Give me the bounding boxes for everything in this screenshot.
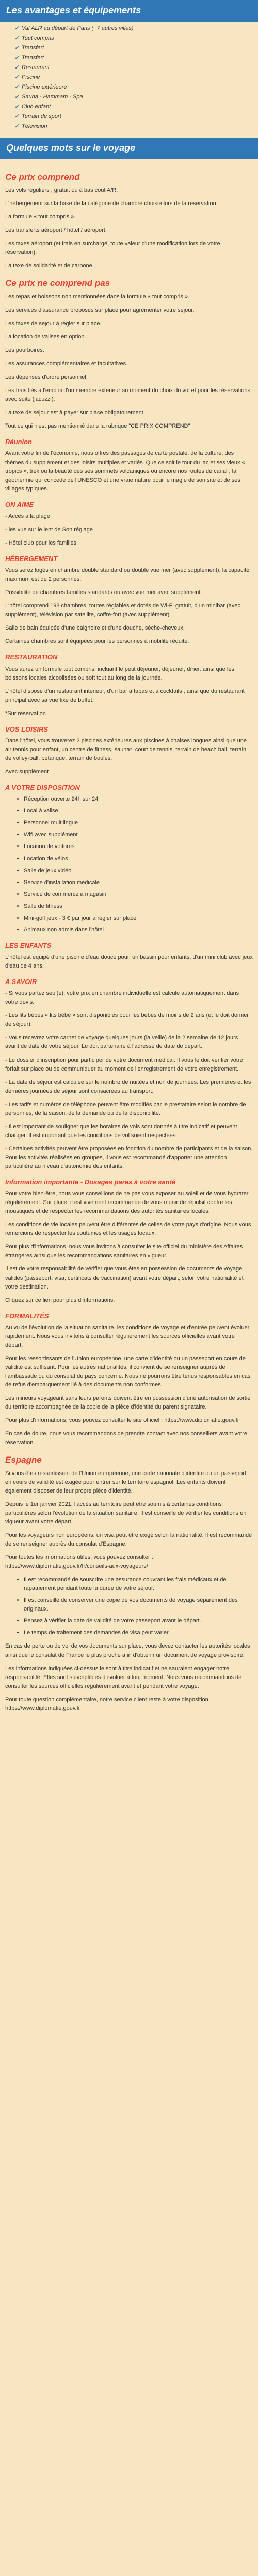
- section-paragraph: Tout ce qui n'est pas mentionné dans la rubrique "CE PRIX COMPREND": [5, 423, 190, 430]
- section-list: [24, 1575, 253, 1637]
- section-paragraph: La formule « tout compris ».: [5, 214, 76, 221]
- perk-item: ✓ Télévision: [14, 122, 258, 131]
- perk-item: ✓ Club enfant: [14, 102, 258, 112]
- section-heading: A VOTRE DISPOSITION: [5, 784, 80, 792]
- list-item: • Réception ouverte 24h sur 24: [24, 795, 253, 804]
- section-paragraph: Les taxes aéroport (et frais en surchargé, toute valeur d'une modification lors de votre réservation).: [5, 241, 220, 256]
- section-paragraph: Les mineurs voyageant sans leurs parents doivent être en possession d'une autorisation de sortie du territoire accompagnée de la copie de la pièce d'identité du parent signataire.: [5, 1395, 251, 1411]
- section-paragraph: Pour toute question complémentaire, notre service client reste à votre disposition : https://www.diplomatie.gouv.fr: [5, 1696, 212, 1711]
- section-paragraph: Vous serez logés en chambre double standard ou double vue mer (avec supplément), la capacité maximum est de 2 personnes.: [5, 567, 250, 583]
- section-paragraph: En cas de perte ou de vol de vos documents sur place, vous devez contacter les autorités locales ainsi que le consulat de France le plus proche afin d'obtenir un document de voyage provisoire.: [5, 1643, 250, 1658]
- section-heading: LES ENFANTS: [5, 941, 52, 950]
- section-paragraph: Au vu de l'évolution de la situation sanitaire, les conditions de voyage et d'entrée peuvent évoluer rapidement. Nous vous invitons à consulter régulièrement les sources officielles avant votre départ.: [5, 1324, 250, 1348]
- section-list: [24, 795, 253, 935]
- section-paragraph: *Sur réservation: [5, 710, 46, 717]
- section-paragraph: Les taxes de séjour à régler sur place.: [5, 320, 102, 327]
- list-item: • Mini-golf jeux - 3 € par jour à régler sur place: [24, 914, 253, 923]
- list-item: • Animaux non admis dans l'hôtel: [24, 926, 253, 935]
- section-paragraph: Pour les voyageurs non européens, un visa peut être exigé selon la nationalité. Il est recommandé de se renseigner auprès du consulat d'Espagne.: [5, 1532, 252, 1548]
- section-paragraph: Cliquez sur ce lien pour plus d'informations.: [5, 1297, 115, 1303]
- section-paragraph: - Accès à la plage: [5, 513, 50, 519]
- section-heading: ON AIME: [5, 500, 34, 509]
- section-paragraph: La location de valises en option.: [5, 333, 86, 340]
- section-heading: Ce prix comprend: [5, 172, 80, 182]
- section-paragraph: L'hôtel dispose d'un restaurant intérieur, d'un bar à tapas et à cocktails ; ainsi que du restaurant principal avec sa vue fixe de buffet.: [5, 688, 245, 703]
- section-paragraph: - Certaines activités peuvent être proposées en fonction du nombre de participants et de la saison. Pour les activités réalisées en groupes, il vous est recommandé d'apporter une attention particulière au niveau d'autonomie des enfants.: [5, 1145, 253, 1170]
- section-heading: VOS LOISIRS: [5, 725, 49, 733]
- perks-list: [14, 24, 258, 131]
- perk-item: ✓ Piscine extérieure: [14, 82, 258, 92]
- section-paragraph: Avant votre fin de l'économie, nous offres des passages de carte postale, de la culture, des thèmes du supplément et des loisirs multiples et variés. Que ce soit le tour du lac et ses vieux « tropics », trek ou la beauté des ses sommets volcaniques ou encore nos routes de canal ; la géothermie qui concède de l'UNESCO et une vraie nature pour le magie de son site et de ses villages typiques.: [5, 450, 245, 492]
- perk-item: ✓ Transfert: [14, 53, 258, 63]
- list-item: • Le temps de traitement des demandes de visa peut varier.: [24, 1629, 253, 1637]
- list-item: • Il est recommandé de souscrire une assurance couvrant les frais médicaux et de rapatriement pendant toute la durée de votre séjour.: [24, 1575, 253, 1593]
- section-paragraph: - Les lits bébés « lits bébé » sont disponibles pour les bébés de moins de 2 ans (et le doit dernier de séjour).: [5, 1012, 249, 1028]
- list-item: • Location de voitures: [24, 842, 253, 851]
- list-item: • Personnel multilingue: [24, 819, 253, 827]
- perk-item: ✓ Tout compris: [14, 33, 258, 43]
- section-paragraph: Les services d'assurance proposés sur place pour agrémenter votre séjour.: [5, 307, 195, 313]
- section-paragraph: Si vous êtes ressortissant de l'Union européenne, une carte nationale d'identité ou un passeport en cours de validité est exigée pour entrer sur le territoire espagnol. Les enfants doivent également disposer de leur propre pièce d'identité.: [5, 1470, 247, 1494]
- list-item: • Service d'installation médicale: [24, 878, 253, 887]
- section-paragraph: Pour les ressortissants de l'Union européenne, une carte d'identité ou un passeport en cours de validité est suffisant. Pour les autres nationalités, il convient de se renseigner auprès de l'ambassade ou du consulat du pays concerné. Nous ne pourrons être tenus responsables en cas de refus d'embarquement lié à des documents non conformes.: [5, 1355, 251, 1388]
- perk-item: ✓ Terrain de sport: [14, 112, 258, 122]
- list-item: • Wifi avec supplément: [24, 831, 253, 839]
- section-heading: FORMALITÉS: [5, 1312, 49, 1320]
- section-paragraph: - Si vous partez seul(e), votre prix en chambre individuelle est calculé automatiquement dans votre devis.: [5, 990, 239, 1006]
- list-item: • Local à valise: [24, 807, 253, 816]
- list-item: • Salle de fitness: [24, 902, 253, 911]
- section-heading: RESTAURATION: [5, 653, 58, 662]
- section-paragraph: Les repas et boissons non mentionnées dans la formule « tout compris ».: [5, 293, 190, 300]
- section-paragraph: Dans l'hôtel, vous trouverez 2 piscines extérieures aux piscines à chaises longues ainsi que une air tennis pour enfant, un centre de fitness, sauna*, court de tennis, terrain de beach ball, terrain de volley-ball, pétanque, terrain de boules.: [5, 737, 247, 762]
- section-paragraph: Les conditions de vie locales peuvent être différentes de celles de votre pays d'origine. Nous vous remercions de respecter les coutumes et les usages locaux.: [5, 1222, 251, 1237]
- section-paragraph: Pour toutes les informations utiles, vous pouvez consulter : https://www.diplomatie.gouv.fr/fr/conseils-aux-voyageurs/: [5, 1554, 153, 1570]
- section-paragraph: La taxe de séjour est à payer sur place obligatoirement: [5, 410, 143, 416]
- section-paragraph: Pour votre bien-être, nous vous conseillons de ne pas vous exposer au soleil et de vous hydrater régulièrement. Sur place, il est vivement recommandé de vous munir de répulsif contre les moustiques et de respecter les recommandations des autorités sanitaires locales.: [5, 1191, 249, 1215]
- section-paragraph: Les transferts aéroport / hôtel / aéroport.: [5, 227, 107, 234]
- list-item: • Pensez à vérifier la date de validité de votre passeport avant le départ.: [24, 1617, 253, 1625]
- section-paragraph: L'hôtel comprend 198 chambres, toutes réglables et dotés de Wi-Fi gratuit, d'un minibar (avec supplément), télévision par satellite, coffre-fort (avec supplément).: [5, 603, 241, 618]
- list-item: • Il est conseillé de conserver une copie de vos documents de voyage séparément des originaux.: [24, 1596, 253, 1614]
- section-paragraph: Vous aurez un formule tout compris, incluant le petit déjeuner, déjeuner, dîner. ainsi que les boissons locales alcoolisées ou soft tout au long de la journée.: [5, 666, 234, 681]
- list-item: • Salle de jeux vidéo: [24, 867, 253, 875]
- section-paragraph: Les informations indiquées ci-dessus le sont à titre indicatif et ne sauraient engager notre responsabilité. Elles sont susceptibles d'évoluer à tout moment. Nous vous recommandons de consulter les sources officielles régulièrement avant et pendant votre voyage.: [5, 1665, 242, 1689]
- section-paragraph: Salle de bain équipée d'une baignoire et d'une douche, sèche-cheveux.: [5, 625, 185, 632]
- perk-item: ✓ Piscine: [14, 73, 258, 82]
- section-paragraph: Avec supplément: [5, 769, 49, 775]
- faq-band: Quelques mots sur le voyage: [0, 138, 258, 159]
- section-paragraph: - Vous recevrez votre carnet de voyage quelques jours (la veille) de la 2 semaine de 12 jours avant de date de votre séjour. Le doit partenaire à l'adresse de date de départ.: [5, 1035, 238, 1050]
- section-heading: Réunion: [5, 438, 32, 446]
- section-paragraph: Il est de votre responsabilité de vérifier que vous êtes en possession de documents de voyage valides (passeport, visa, certificats de vaccination) avant votre départ, selon votre nationalité et votre destination.: [5, 1266, 244, 1290]
- section-paragraph: L'hébergement sur la base de la catégorie de chambre choisie lors de la réservation.: [5, 200, 218, 207]
- section-paragraph: - les vue sur le lent de Son réglage: [5, 526, 93, 533]
- section-paragraph: Les vols réguliers ; gratuit ou à bas coût A/R.: [5, 187, 118, 194]
- section-paragraph: Les pourboires.: [5, 347, 44, 353]
- section-paragraph: Les dépenses d'ordre personnel.: [5, 374, 88, 381]
- section-paragraph: Depuis le 1er janvier 2021, l'accès au territoire peut être soumis à certaines conditions particulières selon l'évolution de la situation sanitaire. Il est conseillé de vérifier les conditions en vigueur avant votre départ.: [5, 1501, 247, 1525]
- section-heading: A SAVOIR: [5, 978, 37, 986]
- section-paragraph: Les frais liés à l'emploi d'un membre extérieur au moment du choix du vol et pour les réservations avec suite (jacuzzi).: [5, 387, 250, 403]
- section-paragraph: - Hôtel club pour les familles: [5, 539, 77, 546]
- section-paragraph: Pour plus d'informations, vous pouvez consulter le site officiel : https://www.diplomatie.gouv.fr: [5, 1417, 239, 1424]
- section-paragraph: Possibilité de chambres familles standards ou avec vue mer avec supplément.: [5, 589, 202, 596]
- section-paragraph: L'hôtel est équipé d'une piscine d'eau douce pour, un bassin pour enfants, d'un mini club avec jeux d'eau de 4 ans.: [5, 954, 253, 970]
- section-paragraph: Les assurances complémentaires et facultatives.: [5, 361, 128, 367]
- advantages-band: Les avantages et équipements: [0, 0, 258, 22]
- list-item: • Location de vélos: [24, 855, 253, 863]
- section-paragraph: - Il est important de souligner que les horaires de vols sont donnés à titre indicatif et peuvent changer. Il est important que les conditions de vol soient respectées.: [5, 1123, 237, 1139]
- section-heading: Ce prix ne comprend pas: [5, 278, 110, 289]
- section-paragraph: Certaines chambres sont équipées pour les personnes à mobilité réduite.: [5, 638, 189, 645]
- section-heading: HÉBERGEMENT: [5, 554, 58, 563]
- details-content: [0, 161, 258, 1723]
- perk-item: ✓ Sauna - Hammam - Spa: [14, 92, 258, 102]
- section-paragraph: - Le dossier d'inscription pour participer de votre document médical. Il vous le doit vérifier votre forfait sur place ou de communiquer au moment de l'enregistrement de votre enregistrement.: [5, 1057, 243, 1072]
- section-heading: Information importante - Dosages pares à votre santé: [5, 1178, 176, 1187]
- list-item: • Service de commerce à magasin: [24, 890, 253, 899]
- perk-item: ✓ Restaurant: [14, 63, 258, 73]
- section-paragraph: En cas de doute, nous vous recommandons de prendre contact avec nos conseillers avant votre réservation.: [5, 1431, 247, 1446]
- section-paragraph: Pour plus d'informations, nous vous invitons à consulter le site officiel du ministère des Affaires étrangères ainsi que les recommandations sanitaires en vigueur.: [5, 1244, 243, 1259]
- section-paragraph: - Les tarifs et numéros de téléphone peuvent être modifiés par le prestataire selon le nombre de personnes, de la saison, de la demande ou de la disponibilité.: [5, 1101, 246, 1116]
- section-paragraph: La taxe de solidarité et de carbone.: [5, 263, 94, 269]
- section-heading: Espagne: [5, 1455, 42, 1465]
- perk-item: ✓ Val ALR au départ de Paris (+7 autres villes): [14, 24, 258, 33]
- perk-item: ✓ Transfert: [14, 43, 258, 53]
- section-paragraph: - La date de séjour est calculée sur le nombre de nuitées et non de journées. Les premières et les dernières journées de séjour sont consacrées au transport.: [5, 1079, 251, 1094]
